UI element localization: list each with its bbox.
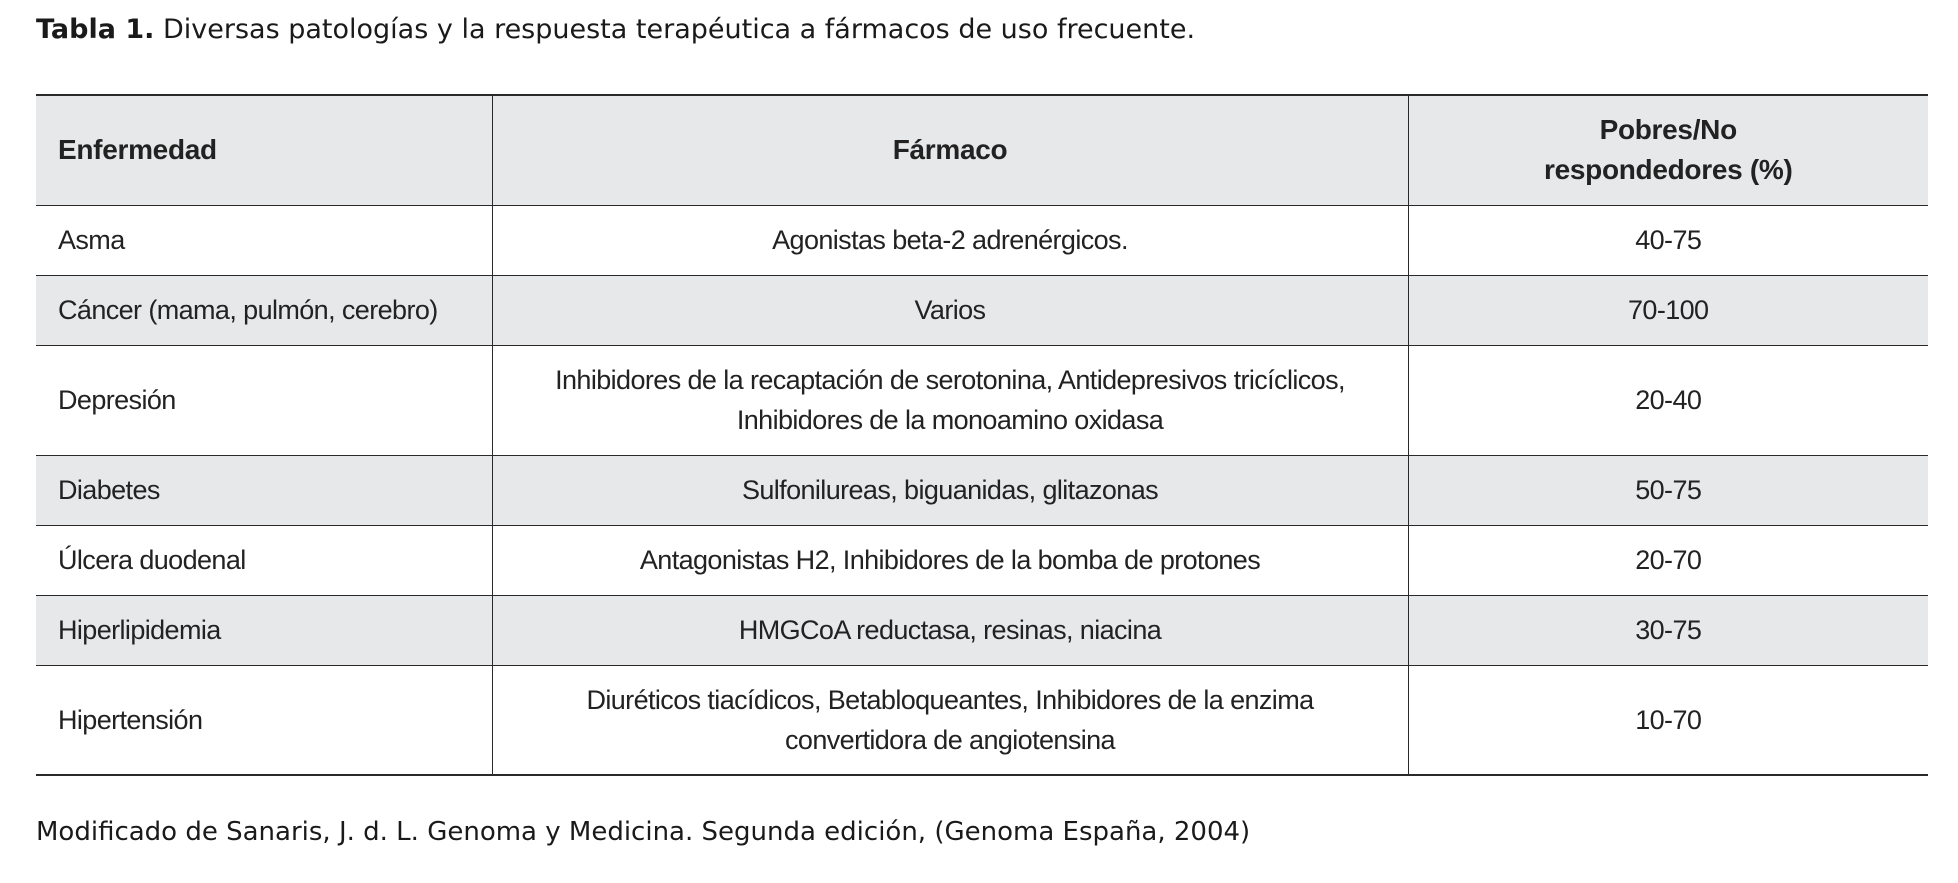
- cell-disease: Úlcera duodenal: [36, 525, 492, 595]
- caption-label: Tabla 1.: [36, 14, 155, 45]
- caption-text: Diversas patologías y la respuesta terapéutica a fármacos de uso frecuente.: [154, 14, 1196, 45]
- source-note: Modificado de Sanaris, J. d. L. Genoma y Medicina. Segunda edición, (Genoma España, 2004): [36, 817, 1251, 847]
- cell-drug: [492, 595, 1408, 665]
- table-caption: [36, 12, 1195, 48]
- cell-disease: Asma: [36, 205, 492, 275]
- cell-drug-line: Antagonistas H2, Inhibidores de la bomba de protones: [639, 545, 1261, 575]
- cell-percent: 20-40: [1408, 345, 1928, 455]
- cell-disease: Hipertensión: [36, 665, 492, 775]
- header-disease: Enfermedad: [36, 95, 492, 205]
- cell-drug: [492, 275, 1408, 345]
- table-row: [36, 275, 1928, 345]
- cell-percent: 50-75: [1408, 455, 1928, 525]
- table-row: [36, 665, 1928, 775]
- cell-disease: Cáncer (mama, pulmón, cerebro): [36, 275, 492, 345]
- cell-drug-line: Inhibidores de la monoamino oxidasa: [736, 405, 1164, 435]
- header-nonresponders-line2: respondedores (%): [1544, 154, 1793, 186]
- header-nonresponders: [1408, 95, 1928, 205]
- cell-drug-line: HMGCoA reductasa, resinas, niacina: [738, 615, 1162, 645]
- cell-drug-line: Inhibidores de la recaptación de serotonina, Antidepresivos tricíclicos,: [555, 365, 1345, 395]
- cell-percent: 70-100: [1408, 275, 1928, 345]
- cell-percent: 40-75: [1408, 205, 1928, 275]
- table-row: [36, 525, 1928, 595]
- cell-drug-line: convertidora de angiotensina: [785, 724, 1115, 755]
- cell-percent: 10-70: [1408, 665, 1928, 775]
- cell-drug: [492, 205, 1408, 275]
- cell-percent: 30-75: [1408, 595, 1928, 665]
- cell-drug-line: Sulfonilureas, biguanidas, glitazonas: [741, 475, 1159, 505]
- cell-disease: Hiperlipidemia: [36, 595, 492, 665]
- cell-disease: Depresión: [36, 345, 492, 455]
- header-drug: Fármaco: [492, 95, 1408, 205]
- pathology-response-table: [36, 94, 1928, 776]
- table-row: [36, 345, 1928, 455]
- cell-percent: 20-70: [1408, 525, 1928, 595]
- cell-drug: [492, 345, 1408, 455]
- table-header-row: [36, 95, 1928, 205]
- header-nonresponders-line1: Pobres/No: [1599, 114, 1737, 146]
- cell-drug: [492, 525, 1408, 595]
- table-row: [36, 455, 1928, 525]
- table-row: [36, 595, 1928, 665]
- cell-drug-line: Diuréticos tiacídicos, Betabloqueantes, Inhibidores de la enzima: [586, 684, 1314, 715]
- cell-drug-line: Agonistas beta-2 adrenérgicos.: [772, 225, 1128, 255]
- cell-drug: [492, 455, 1408, 525]
- cell-drug-line: Varios: [914, 295, 986, 325]
- table-body: [36, 205, 1928, 775]
- table-row: [36, 205, 1928, 275]
- cell-drug: [492, 665, 1408, 775]
- cell-disease: Diabetes: [36, 455, 492, 525]
